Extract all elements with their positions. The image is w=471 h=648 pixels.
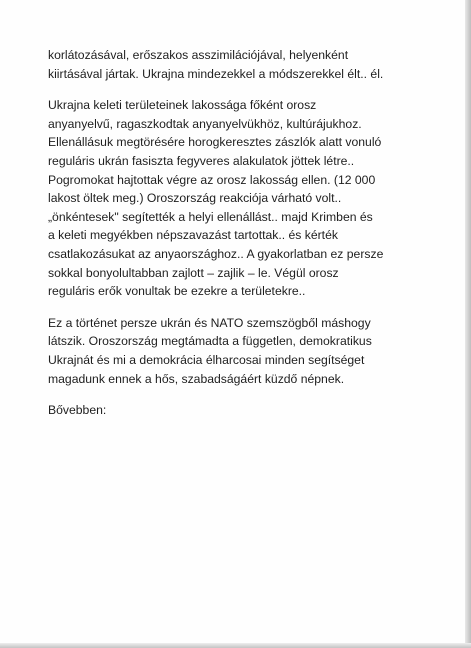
text-line: kiirtásával jártak. Ukrajna mindezekkel a módszerekkel élt.. él.	[48, 66, 384, 81]
paragraph-4	[48, 401, 428, 420]
scan-edge-shadow-right	[465, 0, 471, 648]
text-line: korlátozásával, erőszakos asszimilációjával, helyenként	[48, 48, 349, 62]
text-line: csatlakozásukat az anyaországhoz.. A gyakorlatban ez persze	[48, 246, 384, 261]
text-line: reguláris erők vonultak be ezekre a területekre..	[48, 284, 306, 299]
document-body	[48, 46, 428, 433]
text-line: Ukrajna keleti területeinek lakossága főként orosz	[48, 98, 317, 113]
text-line: lakost öltek meg.) Oroszország reakciója várható volt..	[48, 191, 342, 206]
text-line: magadunk ennek a hős, szabadságáért küzdő népnek.	[48, 371, 345, 386]
text-line: Ez a történet persze ukrán és NATO szemszögből máshogy	[48, 315, 371, 330]
text-line: sokkal bonyolultabban zajlott – zajlik – le. Végül orosz	[48, 265, 339, 280]
text-line: reguláris ukrán fasiszta fegyveres alakulatok jöttek létre..	[48, 153, 355, 168]
text-line: látszik. Oroszország megtámadta a független, demokratikus	[48, 334, 372, 349]
text-line: Pogromokat hajtottak végre az orosz lakosság ellen. (12 000	[48, 172, 376, 187]
text-line: „önkéntesek" segítették a helyi ellenállást.. majd Krimben és	[48, 209, 373, 224]
text-line: Ellenállásuk megtörésére horogkeresztes zászlók alatt vonuló	[48, 135, 382, 150]
text-line: a keleti megyékben népszavazást tartottak.. és kérték	[48, 228, 338, 243]
paragraph-1	[48, 46, 428, 83]
text-line: Bővebben:	[48, 403, 107, 418]
text-line: anyanyelvű, ragaszkodtak anyanyelvükhöz, kultúrájukhoz.	[48, 116, 362, 131]
scan-edge-shadow-bottom	[0, 643, 471, 648]
text-line: Ukrajnát és mi a demokrácia élharcosai minden segítséget	[48, 352, 365, 367]
paragraph-2	[48, 96, 428, 301]
paragraph-3	[48, 314, 428, 388]
